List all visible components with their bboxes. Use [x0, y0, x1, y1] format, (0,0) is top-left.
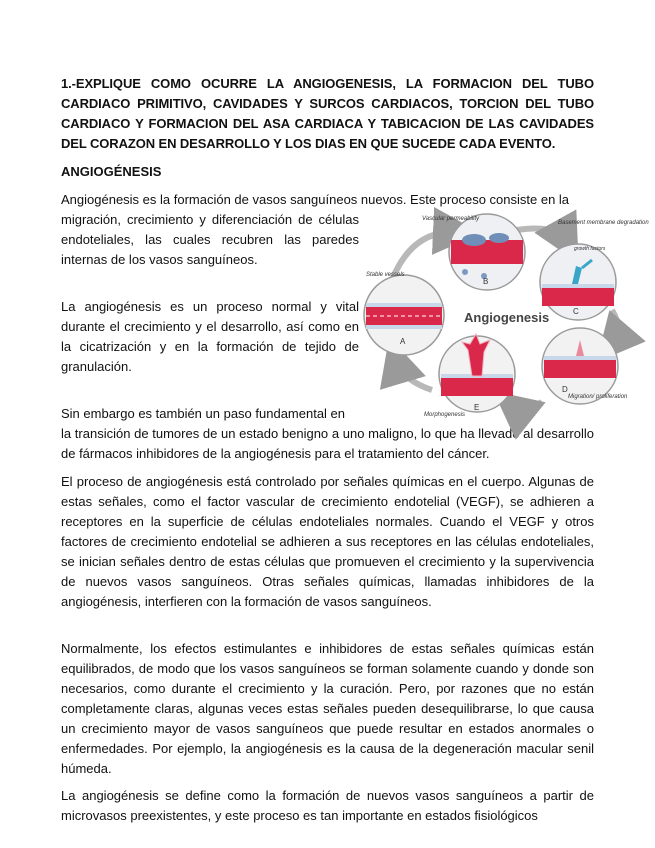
- stage-e-letter: E: [474, 403, 480, 412]
- stage-c: [540, 244, 616, 320]
- label-morphogenesis: Morphogenesis: [424, 412, 466, 418]
- paragraph-2: La angiogénesis es un proceso normal y vital durante el crecimiento y el desarrollo, así como en la cicatrización y en la formación de tejido de granulación.: [61, 299, 359, 374]
- stage-a-letter: A: [400, 337, 406, 346]
- angiogenesis-diagram: [362, 210, 649, 422]
- angiogenesis-figure: [362, 210, 649, 422]
- paragraph-1-line-1: Angiogénesis es la formación de vasos sanguíneos nuevos. Este proceso consiste en la: [61, 192, 570, 207]
- figure-title: Angiogenesis: [464, 310, 550, 325]
- stage-e: [439, 334, 515, 412]
- section-title: ANGIOGÉNESIS: [61, 164, 162, 179]
- paragraph-3-rest: la transición de tumores de un estado benigno a uno maligno, lo que ha llevado al desarrollo de fármacos inhibidores de la angiogénesis para el tratamiento del cáncer.: [61, 426, 594, 461]
- stage-c-letter: C: [573, 307, 579, 316]
- label-vascular-permeability: Vascular permeability: [422, 216, 480, 222]
- stage-d: [542, 328, 618, 404]
- label-basement-membrane: Basement membrane degradation: [558, 220, 649, 226]
- paragraph-6: La angiogénesis se define como la formación de nuevos vasos sanguíneos a partir de microvasos preexistentes, y este proceso es tan importante en estados fisiológicos: [61, 788, 594, 823]
- label-growth-factors: growth factors: [574, 246, 606, 252]
- cycle-arrow-c-d: [612, 310, 618, 344]
- stage-b-letter: B: [483, 277, 489, 286]
- paragraph-5: Normalmente, los efectos estimulantes e inhibidores de estas señales químicas están equilibrados, de modo que los vasos sanguíneos se forman solamente cuando y donde son necesarios, como durante el crecimiento y la curación. Pero, por razones que no están completamente claras, algunas veces estas señales pueden desequilibrarse, lo que causa un crecimiento mayor de vasos sanguíneos que puede resultar en estados anormales o enfermedades. Por ejemplo, la angiogénesis es la causa de la degeneración macular senil húmeda.: [61, 641, 594, 776]
- stage-d-letter: D: [562, 385, 568, 394]
- cycle-arrow-b-c: [517, 229, 567, 243]
- stage-a: [364, 275, 444, 355]
- paragraph-4: El proceso de angiogénesis está controlado por señales químicas en el cuerpo. Algunas de estas señales, como el factor vascular de crecimiento endotelial (VEGF), se adhieren a receptores en la superficie de células endoteliales normales. Cuando el VEGF y otros factores de crecimiento endotelial se adhieren a sus receptores en las células endoteliales, se inician señales dentro de estas células que promueven el crecimiento y la supervivencia de nuevos vasos sanguíneos. Otras señales químicas, llamadas inhibidores de la angiogénesis, interfieren con la formación de vasos sanguíneos.: [61, 474, 594, 609]
- stage-b: [449, 214, 525, 290]
- label-migration: Migration/ proliferation: [568, 394, 628, 400]
- label-stable-vessels: Stable vessels: [366, 272, 405, 278]
- paragraph-3-line-1: Sin embargo es también un paso fundamental en: [61, 406, 346, 421]
- question-heading: 1.-EXPLIQUE COMO OCURRE LA ANGIOGENESIS, LA FORMACION DEL TUBO CARDIACO PRIMITIVO, CAVIDADES Y SURCOS CARDIACOS, TORCION DEL TUBO CARDIACO Y FORMACION DEL ASA CARDIACA Y TABICACION DE LAS CAVIDADES DEL CORAZON EN DESARROLLO Y LOS DIAS EN QUE SUCEDE CADA EVENTO.: [61, 76, 594, 151]
- cycle-arrow-d-e: [512, 402, 542, 409]
- paragraph-1-rest: migración, crecimiento y diferenciación de células endoteliales, las cuales recubren las paredes internas de los vasos sanguíneos.: [61, 212, 359, 267]
- cycle-arrow-e-a: [396, 360, 432, 390]
